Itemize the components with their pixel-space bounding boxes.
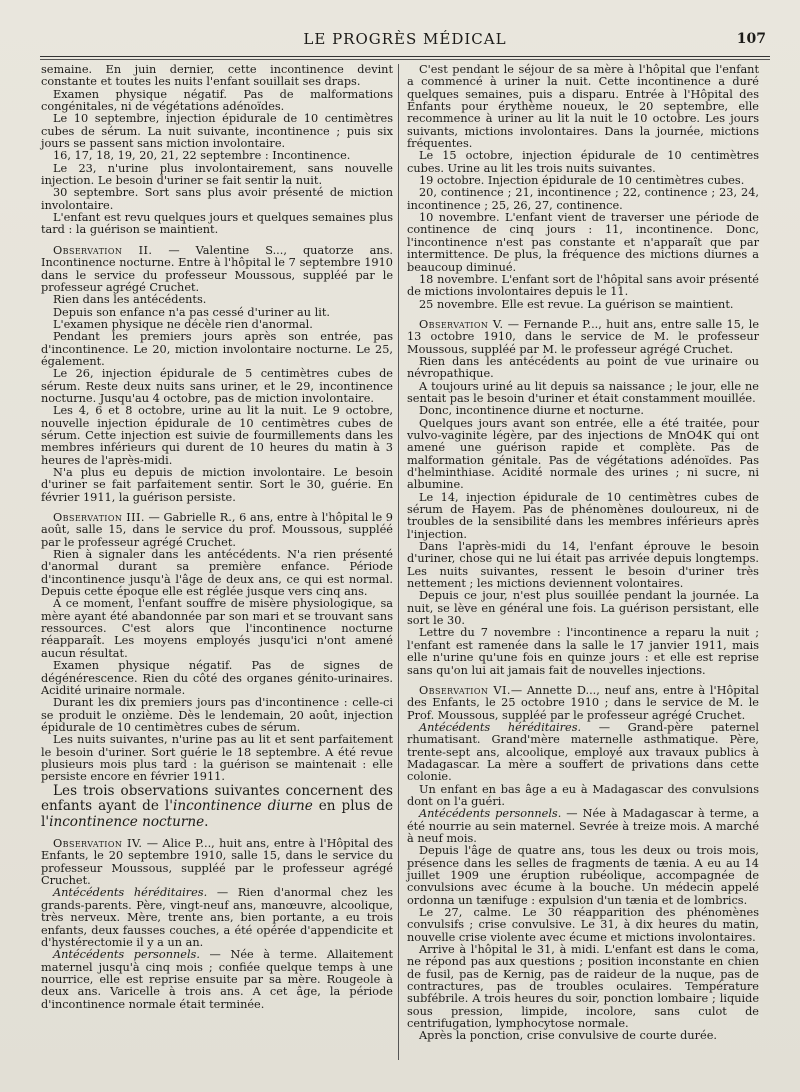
hereditary-history: [407, 722, 759, 784]
paragraph: 19 octobre. Injection épidurale de 10 centimètres cubes.: [419, 174, 745, 188]
paragraph: Après la ponction, crise convulsive de courte durée.: [419, 1029, 718, 1043]
journal-title: LE PROGRÈS MÉDICAL: [303, 30, 507, 48]
observation-text: — Annette D..., neuf ans, entre à l'Hôpital des Enfants, le 25 octobre 1910 ; dans le service de M. le Prof. Moussous, suppléé par le professeur agrégé Cruchet.: [407, 683, 759, 722]
paragraph: Examen physique négatif. Pas de signes de dégénérescence. Rien du côté des organes génito-urinaires. Acidité urinaire normale.: [41, 659, 393, 697]
subheading-text: — Née à terme. Allaitement maternel jusqu'à cinq mois ; confiée quelque temps à une nourrice, elle est reprise ensuite par sa mère. Rougeole à deux ans. Varicelle à trois ans. A cet âge, la période d'incontinence normale était terminée.: [41, 948, 393, 1011]
paragraph: Un enfant en bas âge a eu à Madagascar des convulsions dont on l'a guéri.: [407, 782, 759, 808]
intro-italic: incontinence nocturne: [49, 813, 205, 830]
intro-italic: incontinence diurne: [173, 798, 313, 815]
paragraph: Le 23, n'urine plus involontairement, sans nouvelle injection. Le besoin d'uriner se fait sentir la nuit.: [41, 161, 393, 188]
observation-text: — Alice P..., huit ans, entre à l'Hôpital des Enfants, le 20 septembre 1910, salle 15, dans le service du professeur Moussous, suppléé par le professeur agrégé Cruchet.: [41, 837, 394, 888]
paragraph: Depuis son enfance n'a pas cessé d'uriner au lit.: [53, 305, 330, 319]
paragraph: Depuis l'âge de quatre ans, tous les deux ou trois mois, présence dans les selles de fragments de tænia. A eu au 14 juillet 1909 une éruption rubéolique, accompagnée de convulsions avec écume à la bouche. Un médecin appelé ordonna un tænifuge : expulsion d'un tænia et de lombrics.: [407, 844, 759, 907]
observation-text: — Valentine S..., quatorze ans. Incontinence nocturne. Entre à l'hôpital le 7 septembre 1910 dans le service du professeur Moussous, suppléé par le professeur agrégé Cruchet.: [41, 243, 393, 294]
intro-text: en plus de l': [41, 798, 394, 830]
header-rule: [40, 56, 770, 57]
personal-history: [41, 949, 393, 1011]
paragraph: Depuis ce jour, n'est plus souillée pendant la journée. La nuit, se lève en général une fois. La guérison persistant, elle sort le 30.: [407, 589, 759, 628]
intro-text: Les trois observations suivantes concernent des enfants ayant de l': [41, 782, 393, 815]
paragraph: A ce moment, l'enfant souffre de misère physiologique, sa mère ayant été abandonnée par son mari et se trouvant sans ressources. C'est alors que l'incontinence nocturne réapparaît. Les moyens employés jusqu'ici n'ont amené aucun résultat.: [41, 597, 393, 660]
observation-label: Observation IV.: [53, 837, 143, 851]
paragraph: Le 10 septembre, injection épidurale de 10 centimètres cubes de sérum. La nuit suivante, incontinence ; puis six jours se passent sans miction involontaire.: [41, 112, 393, 151]
observation-2-heading: [41, 245, 393, 294]
observation-label: Observation VI.: [419, 683, 511, 697]
paragraph: Rien dans les antécédents au point de vue urinaire ou névropathique.: [407, 354, 759, 381]
paragraph: Examen physique négatif. Pas de malformations congénitales, ni de végétations adénoïdes.: [41, 87, 393, 114]
paragraph: Les nuits suivantes, n'urine pas au lit et sent parfaitement le besoin d'uriner. Sort guérie le 18 septembre. A été revue plusieurs mois plus tard : la guérison se maintenait : elle persiste encore en février 1911.: [41, 733, 393, 784]
page-header: [40, 30, 770, 52]
subheading-label: Antécédents personnels.: [419, 807, 562, 821]
section-intro: [41, 784, 393, 831]
observation-5-heading: [407, 319, 759, 356]
paragraph: Le 14, injection épidurale de 10 centimètres cubes de sérum de Hayem. Pas de phénomènes douloureux, ni de troubles de la sensibilité dans les membres inférieurs après l'injection.: [407, 490, 759, 541]
observation-label: Observation V.: [419, 317, 504, 331]
paragraph: 18 novembre. L'enfant sort de l'hôpital sans avoir présenté de mictions involontaires depuis le 11.: [407, 272, 759, 299]
paragraph: L'enfant est revu quelques jours et quelques semaines plus tard : la guérison se maintient.: [41, 211, 393, 237]
paragraph: Pendant les premiers jours après son entrée, pas d'incontinence. Le 20, miction involontaire nocturne. Le 25, également.: [41, 330, 393, 368]
observation-label: Observation II.: [53, 243, 153, 257]
paragraph: C'est pendant le séjour de sa mère à l'hôpital que l'enfant a commencé à uriner la nuit. Cette incontinence a duré quelques semaines, puis a disparu. Entrée à l'Hôpital des Enfants pour érythème noueux, le 20 septembre, elle recommence à uriner au lit la nuit le 10 octobre. Les jours suivants, mictions involontaires. Dans la journée, mictions fréquentes.: [407, 63, 759, 151]
subheading-text: — Grand-père paternel rhumatisant. Grand'mère maternelle asthmatique. Père, trente-sept ans, alcoolique, employé aux travaux publics à Madagascar. La mère a souffert de privations dans cette colonie.: [407, 720, 759, 784]
paragraph: Le 26, injection épidurale de 5 centimètres cubes de sérum. Reste deux nuits sans uriner, et le 29, incontinence nocturne. Jusqu'au 4 octobre, pas de miction involontaire.: [41, 367, 393, 405]
paragraph: 10 novembre. L'enfant vient de traverser une période de continence de cinq jours : 11, incontinence. Donc, l'incontinence n'est pas constante et n'apparaît que par intermittence. De plus, la fréquence des mictions diurnes a beaucoup diminué.: [407, 211, 759, 274]
page-number: 107: [736, 31, 766, 47]
subheading-text: — Rien d'anormal chez les grands-parents. Père, vingt-neuf ans, manœuvre, alcoolique, très nerveux. Mère, trente ans, bien portante, a eu trois enfants, deux fausses couches, a été opérée d'appendicite et d'hystérectomie il y a un an.: [41, 886, 394, 949]
paragraph: Les 4, 6 et 8 octobre, urine au lit la nuit. Le 9 octobre, nouvelle injection épidurale de 10 centimètres cubes de sérum. Cette injection est suivie de fourmillements dans les membres inférieurs qui durent de 10 heures du matin à 3 heures de l'après-midi.: [41, 404, 393, 467]
paragraph: A toujours uriné au lit depuis sa naissance ; le jour, elle ne sentait pas le besoin d'uriner et était constamment mouillée.: [407, 379, 759, 405]
header-rule-secondary: [40, 59, 770, 60]
paragraph: Quelques jours avant son entrée, elle a été traitée, pour vulvo-vaginite légère, par des injections de MnO4K qui ont amené une guérison rapide et complète. Pas de malformation génitale. Pas de végétations adénoïdes. Pas d'helminthiase. Acidité normale des urines ; ni sucre, ni albumine.: [407, 416, 759, 492]
paragraph: semaine. En juin dernier, cette incontinence devint constante et toutes les nuits l'enfant souillait ses draps.: [41, 63, 393, 89]
paragraph: Rien à signaler dans les antécédents. N'a rien présenté d'anormal durant sa première enfance. Période d'incontinence jusqu'à l'âge de deux ans, ce qui est normal. Depuis cette époque elle est réglée jusque vers cinq ans.: [41, 548, 393, 599]
paragraph: Lettre du 7 novembre : l'incontinence a reparu la nuit ; l'enfant est ramenée dans la salle le 17 janvier 1911, mais elle n'urine qu'une fois en quinze jours : et elle est reprise sans qu'on lui ait jamais fait de nouvelles injections.: [407, 626, 759, 677]
subheading-label: Antécédents personnels.: [53, 948, 200, 962]
observation-text: — Gabrielle R., 6 ans, entre à l'hôpital le 9 août, salle 15, dans le service du prof. Moussous, suppléé par le professeur agrégé Cruchet.: [41, 511, 393, 549]
observation-label: Observation III.: [53, 511, 145, 525]
paragraph: 20, continence ; 21, incontinence ; 22, continence ; 23, 24, incontinence ; 25, 26, 27, continence.: [407, 186, 759, 212]
paragraph: 30 septembre. Sort sans plus avoir présenté de miction involontaire.: [41, 186, 393, 212]
paragraph: Rien dans les antécédents.: [53, 293, 207, 307]
column-divider: [398, 64, 399, 1060]
paragraph: L'examen physique ne décèle rien d'anormal.: [53, 317, 313, 331]
paragraph: Durant les dix premiers jours pas d'incontinence : celle-ci se produit le onzième. Dès le lendemain, 20 août, injection épidurale de 10 centimètres cubes de sérum.: [41, 696, 393, 734]
subheading-text: — Née à Madagascar à terme, a été nourrie au sein maternel. Sevrée à treize mois. A marché à neuf mois.: [407, 807, 759, 845]
paragraph: Dans l'après-midi du 14, l'enfant éprouve le besoin d'uriner, chose qui ne lui était pas arrivée depuis longtemps. Les nuits suivantes, ressent le besoin d'uriner très nettement ; les mictions deviennent volontaires.: [407, 540, 759, 591]
left-column: [41, 64, 393, 1011]
right-column: [407, 64, 759, 1043]
paragraph: Donc, incontinence diurne et nocturne.: [419, 404, 644, 418]
observation-4-heading: [41, 838, 393, 887]
observation-3-heading: [41, 512, 393, 549]
paragraph: 25 novembre. Elle est revue. La guérison se maintient.: [419, 297, 734, 311]
subheading-label: Antécédents héréditaires.: [53, 886, 208, 900]
paragraph: Le 27, calme. Le 30 réapparition des phénomènes convulsifs ; crise convulsive. Le 31, à dix heures du matin, nouvelle crise violente avec écume et mictions involontaires.: [407, 906, 759, 944]
hereditary-history: [41, 887, 393, 949]
personal-history: [407, 808, 759, 845]
subheading-label: Antécédents héréditaires.: [419, 720, 582, 734]
observation-text: — Fernande P..., huit ans, entre salle 15, le 13 octobre 1910, dans le service de M. le professeur Moussous, suppléé par M. le professeur agrégé Cruchet.: [407, 317, 759, 356]
observation-6-heading: [407, 685, 759, 722]
intro-text: .: [204, 813, 209, 830]
paragraph: Arrive à l'hôpital le 31, à midi. L'enfant est dans le coma, ne répond pas aux questions ; position inconstante en chien de fusil, pas de Kernig, pas de raideur de la nuque, pas de contractures, pas de troubles oculaires. Température subfébrile. A trois heures du soir, ponction lombaire ; liquide sous pression, limpide, incolore, sans culot de centrifugation, lymphocytose normale.: [407, 943, 759, 1031]
paragraph: Le 15 octobre, injection épidurale de 10 centimètres cubes. Urine au lit les trois nuits suivantes.: [407, 149, 759, 175]
paragraph: 16, 17, 18, 19, 20, 21, 22 septembre : Incontinence.: [53, 149, 351, 163]
paragraph: N'a plus eu depuis de miction involontaire. Le besoin d'uriner se fait parfaitement sentir. Sort le 30, guérie. En février 1911, la guérison persiste.: [41, 466, 393, 504]
